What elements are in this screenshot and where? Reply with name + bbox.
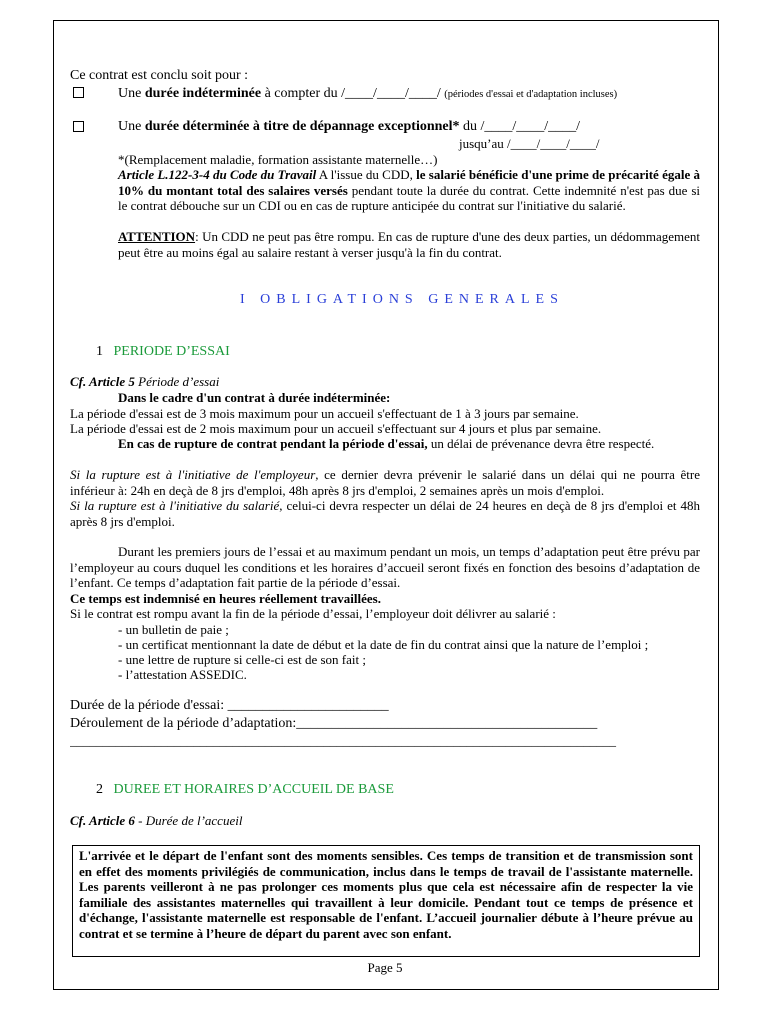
cdd-end-date: jusqu’au /____/____/____/ — [459, 136, 600, 151]
rupture-employeur: Si la rupture est à l'initiative de l'employeur, ce dernier devra prévenir le salarié dans un délai qui ne pourra être inférieur à: 24h en deçà de 8 jrs d'emploi, 48h après 8 jrs d'emploi, 2 semaines après un mois d'emploi. — [70, 467, 700, 498]
cf-article-5: Cf. Article 5 Période d’essai — [70, 374, 220, 389]
deroulement-blank-line[interactable]: ____________________________________________________________________________________ — [70, 733, 616, 748]
essai-3-mois: La période d'essai est de 3 mois maximum pour un accueil s'effectuant de 1 à 3 jours par semaine. — [70, 406, 579, 421]
rupture-paragraph: En cas de rupture de contrat pendant la période d'essai, un délai de prévenance devra être respecté. — [118, 436, 655, 451]
cdi-checkbox[interactable] — [73, 87, 84, 98]
cdd-checkbox[interactable] — [73, 121, 84, 132]
deroulement-adaptation-field[interactable]: Déroulement de la période d’adaptation:___________________________________________ — [70, 716, 598, 731]
section-1-heading: 1 PERIODE D’ESSAI — [96, 344, 230, 359]
doc-item: - l’attestation ASSEDIC. — [118, 667, 247, 682]
cdi-subtitle: Dans le cadre d'un contrat à durée indéterminée: — [118, 390, 391, 405]
rupture-salarie: Si la rupture est à l'initiative du salarié, celui-ci devra respecter un délai de 24 heures en deçà de 8 jrs d'emploi et 48h après 8 jrs d'emploi. — [70, 498, 700, 529]
contract-intro: Ce contrat est conclu soit pour : — [70, 68, 249, 83]
adaptation-paragraph: Durant les premiers jours de l’essai et au maximum pendant un mois, un temps d’adaptation peut être prévu par l’employeur au cours duquel les conditions et les horaires d’accueil seront fixés en fonction des besoins d’adaptation de l’enfant. Ce temps d’adaptation fait partie de la période d’essai. — [70, 544, 700, 590]
rompu-text: Si le contrat est rompu avant la fin de la période d’essai, l’employeur doit délivrer au salarié : — [70, 606, 556, 621]
accueil-box: L'arrivée et le départ de l'enfant sont des moments sensibles. Ces temps de transition et de transmission sont en effet des moments privilégiés de communication, inclus dans le temps de travail de l'assistante maternelle. Les parents veilleront à ne pas prolonger ces moments plus que cela est nécessaire afin de respecter la vie familiale des assistantes maternelles qui travaillent à leur domicile. Pendant tout ce temps de présence et d'échange, l'assistante maternelle est responsable de l'enfant. L’accueil journalier débute à l’heure prévue au contrat et se termine à l’heure de départ du parent avec son enfant. — [72, 845, 700, 957]
main-heading: I OBLIGATIONS GENERALES — [240, 292, 564, 307]
duree-essai-field[interactable]: Durée de la période d'essai: _______________________ — [70, 698, 389, 713]
cf-article-6: Cf. Article 6 - Durée de l’accueil — [70, 813, 243, 828]
page-number: Page 5 — [367, 960, 403, 975]
indemnise-text: Ce temps est indemnisé en heures réellement travaillées. — [70, 591, 381, 606]
cdd-footnote: *(Remplacement maladie, formation assistante maternelle…) — [118, 152, 438, 167]
doc-item: - un bulletin de paie ; — [118, 622, 229, 637]
cdd-option: Une durée déterminée à titre de dépannage exceptionnel* du /____/____/____/ — [118, 119, 581, 134]
essai-2-mois: La période d'essai est de 2 mois maximum pour un accueil s'effectuant sur 4 jours et plus par semaine. — [70, 421, 602, 436]
attention-paragraph: ATTENTION: Un CDD ne peut pas être rompu. En cas de rupture d'une des deux parties, un dédommagement peut être au moins égal au salaire restant à verser jusqu'à la fin du contrat. — [118, 229, 700, 260]
cdi-option: Une durée indéterminée à compter du /____/____/____/ (périodes d'essai et d'adaptation incluses) — [118, 86, 618, 101]
doc-item: - un certificat mentionnant la date de début et la date de fin du contrat ainsi que la nature de l’emploi ; — [118, 637, 649, 652]
article-l122-paragraph: Article L.122-3-4 du Code du Travail A l'issue du CDD, le salarié bénéficie d'une prime de précarité égale à 10% du montant total des salaires versés pendant toute la durée du contrat. Cette indemnité n'est pas due si le contrat débouche sur un CDI ou en cas de rupture anticipée du contrat sur l'initiative du salarié. — [118, 167, 701, 213]
doc-item: - une lettre de rupture si celle-ci est de son fait ; — [118, 652, 366, 667]
section-2-heading: 2 DUREE ET HORAIRES D’ACCUEIL DE BASE — [96, 782, 394, 797]
